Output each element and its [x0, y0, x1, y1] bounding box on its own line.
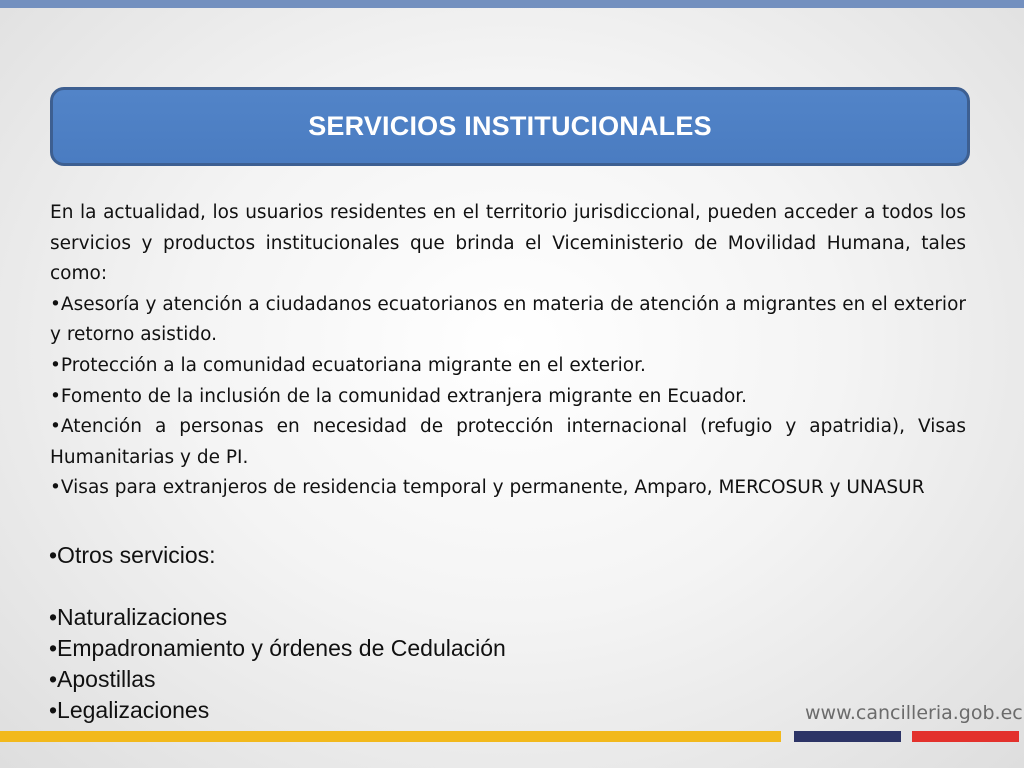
other-service-item: •Naturalizaciones — [49, 604, 228, 630]
top-accent-bar — [0, 0, 1024, 8]
footer-stripe-red — [912, 731, 1019, 742]
other-service-item: •Empadronamiento y órdenes de Cedulación — [49, 635, 506, 661]
spacer — [49, 571, 749, 602]
service-item: •Visas para extranjeros de residencia temporal y permanente, Amparo, MERCOSUR y UNASUR — [50, 477, 925, 499]
title-banner — [50, 87, 970, 166]
footer-stripe-yellow — [0, 731, 781, 742]
website-url: www.cancilleria.gob.ec — [805, 702, 1023, 724]
service-item: •Protección a la comunidad ecuatoriana migrante en el exterior. — [50, 354, 646, 376]
service-item: •Fomento de la inclusión de la comunidad extranjera migrante en Ecuador. — [50, 385, 748, 407]
other-service-item: •Legalizaciones — [49, 697, 210, 723]
other-services-list — [49, 540, 749, 726]
intro-paragraph: En la actualidad, los usuarios residentes en el territorio jurisdiccional, pueden acceder a todos los servicios y productos institucionales que brinda el Viceministerio de Movilidad Humana, tales como: — [50, 202, 966, 285]
footer-stripe-blue — [794, 731, 901, 742]
other-service-item: •Apostillas — [49, 666, 156, 692]
service-item: •Asesoría y atención a ciudadanos ecuatorianos en materia de atención a migrantes en el exterior y retorno asistido. — [50, 293, 966, 346]
other-services-heading: •Otros servicios: — [49, 542, 216, 568]
slide-title: SERVICIOS INSTITUCIONALES — [308, 111, 712, 141]
service-item: •Atención a personas en necesidad de protección internacional (refugio y apatridia), Visas Humanitarias y de PI. — [50, 416, 966, 468]
body-text — [50, 198, 966, 504]
